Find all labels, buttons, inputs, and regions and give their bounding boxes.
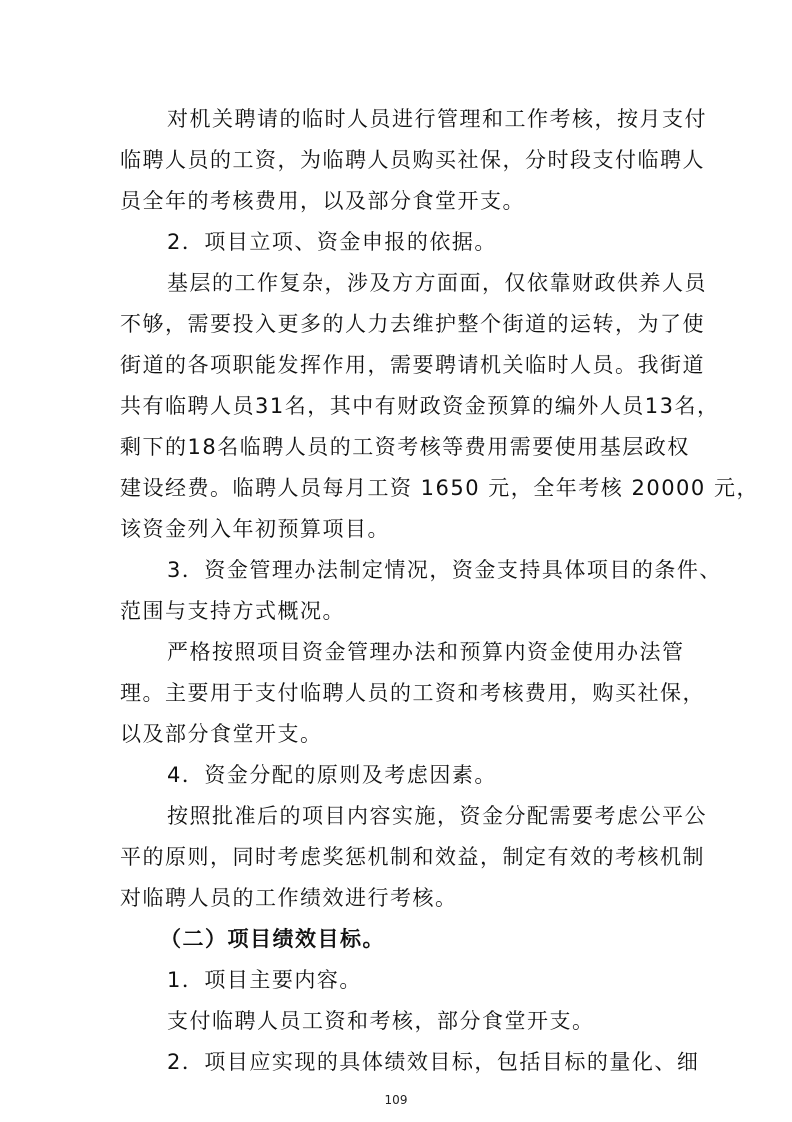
paragraph-line: 对机关聘请的临时人员进行管理和工作考核，按月支付 — [167, 107, 707, 131]
paragraph-line: 对临聘人员的工作绩效进行考核。 — [120, 886, 458, 910]
paragraph-line: 平的原则，同时考虑奖惩机制和效益，制定有效的考核机制 — [120, 845, 705, 869]
paragraph-line: 员全年的考核费用，以及部分食堂开支。 — [120, 189, 525, 213]
paragraph-line: 街道的各项职能发挥作用，需要聘请机关临时人员。我街道 — [120, 353, 705, 377]
page-number: 109 — [384, 1093, 408, 1107]
paragraph-line: 建设经费。临聘人员每月工资 1650 元，全年考核 20000 元， — [120, 476, 759, 500]
section-heading: 2．项目应实现的具体绩效目标，包括目标的量化、细 — [167, 1050, 700, 1074]
section-heading: 1．项目主要内容。 — [167, 968, 362, 992]
section-heading: 3．资金管理办法制定情况，资金支持具体项目的条件、 — [167, 558, 722, 582]
section-heading: 4．资金分配的原则及考虑因素。 — [167, 763, 497, 787]
paragraph-line: 理。主要用于支付临聘人员的工资和考核费用，购买社保， — [120, 681, 705, 705]
paragraph-line: 共有临聘人员31名，其中有财政资金预算的编外人员13名， — [120, 394, 720, 418]
paragraph-line: 临聘人员的工资，为临聘人员购买社保，分时段支付临聘人 — [120, 148, 705, 172]
section-heading: 2．项目立项、资金申报的依据。 — [167, 230, 497, 254]
paragraph-line: 支付临聘人员工资和考核，部分食堂开支。 — [167, 1009, 595, 1033]
paragraph-line: 该资金列入年初预算项目。 — [120, 517, 390, 541]
paragraph-line: 基层的工作复杂，涉及方方面面，仅依靠财政供养人员 — [167, 271, 707, 295]
paragraph-line: 剩下的18名临聘人员的工资考核等费用需要使用基层政权 — [120, 435, 690, 459]
paragraph-line: 严格按照项目资金管理办法和预算内资金使用办法管 — [167, 640, 685, 664]
paragraph-line: 以及部分食堂开支。 — [120, 722, 323, 746]
section-heading: （二）项目绩效目标。 — [160, 927, 385, 951]
paragraph-line: 按照批准后的项目内容实施，资金分配需要考虑公平公 — [167, 804, 707, 828]
paragraph-line: 不够，需要投入更多的人力去维护整个街道的运转，为了使 — [120, 312, 705, 336]
paragraph-line: 范围与支持方式概况。 — [120, 599, 345, 623]
